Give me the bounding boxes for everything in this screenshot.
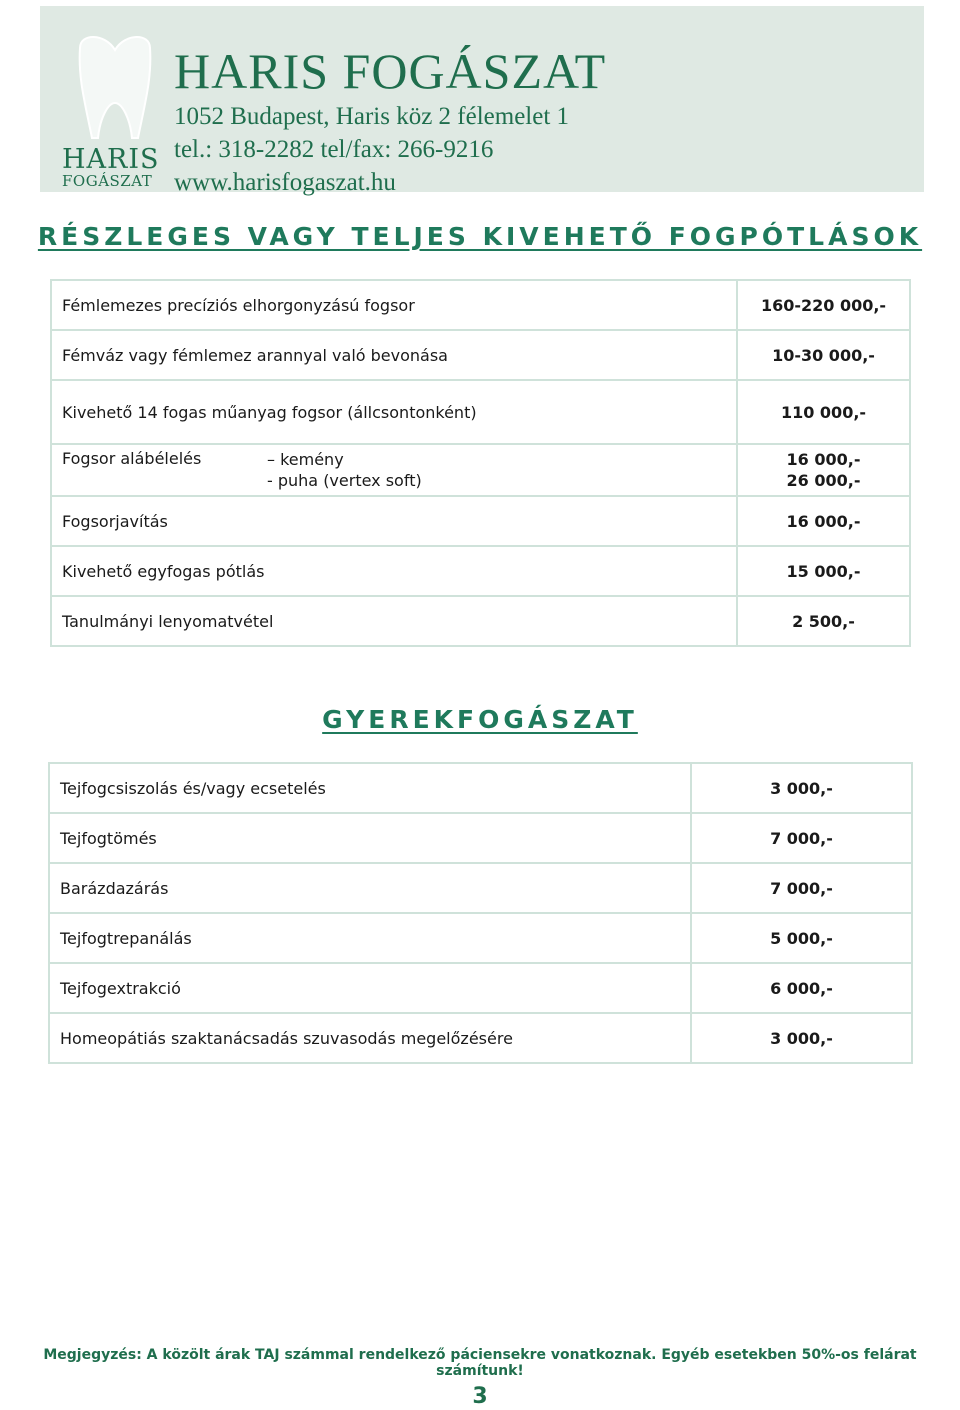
header-banner bbox=[40, 6, 924, 196]
section-title-dentures: RÉSZLEGES VAGY TELJES KIVEHETŐ FOGPÓTLÁSOK bbox=[37, 222, 923, 251]
service-price: 6 000,- bbox=[691, 963, 912, 1013]
clinic-name: HARIS FOGÁSZAT bbox=[174, 43, 607, 99]
page-number: 3 bbox=[472, 1384, 488, 1409]
service-name: Tejfogtömés bbox=[49, 813, 691, 863]
relining-price-hard: 16 000,- bbox=[786, 450, 861, 469]
clinic-website[interactable]: www.harisfogaszat.hu bbox=[174, 169, 396, 196]
service-price: 10-30 000,- bbox=[737, 330, 910, 380]
service-name: Fogsorjavítás bbox=[51, 496, 737, 546]
table-row bbox=[51, 330, 910, 380]
service-price: 7 000,- bbox=[691, 813, 912, 863]
table-row bbox=[51, 596, 910, 646]
service-price: 110 000,- bbox=[737, 380, 910, 444]
table-row bbox=[51, 380, 910, 444]
table-row bbox=[49, 863, 912, 913]
table-row bbox=[49, 813, 912, 863]
relining-price-soft: 26 000,- bbox=[786, 471, 861, 490]
section-title-pediatric: GYEREKFOGÁSZAT bbox=[322, 705, 638, 734]
service-name: Tejfogextrakció bbox=[49, 963, 691, 1013]
clinic-address: 1052 Budapest, Haris köz 2 félemelet 1 bbox=[174, 103, 570, 130]
service-name: Fémlemezes precíziós elhorgonyzású fogsor bbox=[51, 280, 737, 330]
table-row bbox=[51, 444, 910, 496]
logo-subtitle: FOGÁSZAT bbox=[62, 172, 153, 190]
clinic-phone: tel.: 318-2282 tel/fax: 266-9216 bbox=[174, 136, 494, 163]
price-table-pediatric bbox=[48, 762, 913, 1064]
service-name: Tejfogcsiszolás és/vagy ecsetelés bbox=[49, 763, 691, 813]
service-name: Fémváz vagy fémlemez arannyal való bevonása bbox=[51, 330, 737, 380]
service-price: 2 500,- bbox=[737, 596, 910, 646]
table-row bbox=[51, 546, 910, 596]
relining-option-hard: – kemény bbox=[267, 450, 344, 469]
service-name: Kivehető 14 fogas műanyag fogsor (állcsontonként) bbox=[51, 380, 737, 444]
service-price: 160-220 000,- bbox=[737, 280, 910, 330]
service-price: 16 000,- bbox=[737, 496, 910, 546]
table-row bbox=[49, 913, 912, 963]
service-name: Barázdazárás bbox=[49, 863, 691, 913]
service-name-relining bbox=[51, 444, 737, 496]
service-price: 3 000,- bbox=[691, 1013, 912, 1063]
service-name: Tejfogtrepanálás bbox=[49, 913, 691, 963]
relining-option-soft: - puha (vertex soft) bbox=[267, 471, 422, 490]
service-price: 3 000,- bbox=[691, 763, 912, 813]
logo-wordmark: HARIS bbox=[62, 144, 160, 175]
service-price: 7 000,- bbox=[691, 863, 912, 913]
service-name: Tanulmányi lenyomatvétel bbox=[51, 596, 737, 646]
price-table-dentures bbox=[50, 279, 911, 647]
table-row bbox=[51, 280, 910, 330]
table-row bbox=[51, 496, 910, 546]
service-price: 15 000,- bbox=[737, 546, 910, 596]
service-name: Kivehető egyfogas pótlás bbox=[51, 546, 737, 596]
table-row bbox=[49, 763, 912, 813]
table-row bbox=[49, 963, 912, 1013]
service-price: 5 000,- bbox=[691, 913, 912, 963]
service-name: Homeopátiás szaktanácsadás szuvasodás megelőzésére bbox=[49, 1013, 691, 1063]
footer-note: Megjegyzés: A közölt árak TAJ számmal rendelkező páciensekre vonatkoznak. Egyéb esetekben 50%-os felárat számítunk! bbox=[43, 1347, 917, 1379]
relining-prices bbox=[737, 444, 910, 496]
relining-label: Fogsor alábélelés bbox=[62, 449, 202, 468]
table-row bbox=[49, 1013, 912, 1063]
